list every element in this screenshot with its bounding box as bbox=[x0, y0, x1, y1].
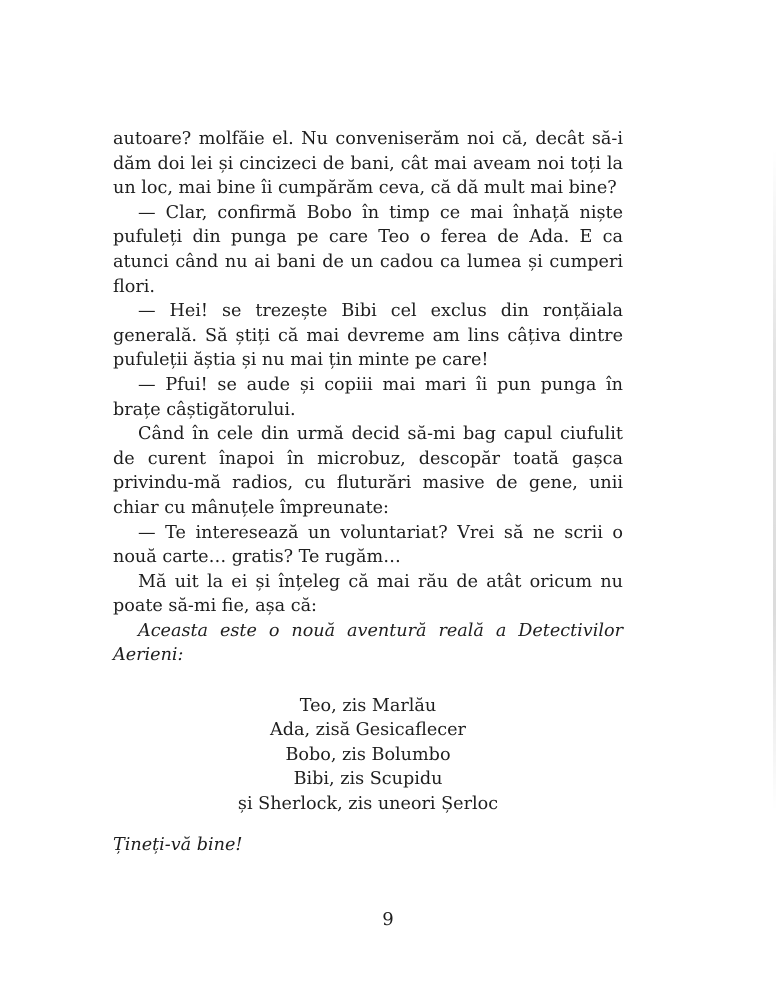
paragraph-6: — Te interesează un voluntariat? Vrei să ne scrii o nouă carte… gratis? Te rugăm… bbox=[113, 522, 623, 568]
character-name: și Sherlock, zis uneori Șerloc bbox=[237, 793, 499, 814]
paragraph-7: Mă uit la ei și înțeleg că mai rău de atât oricum nu poate să-mi fie, așa că: bbox=[113, 571, 623, 617]
closing-line: Țineți-vă bine! bbox=[113, 835, 243, 855]
character-name: Bibi, zis Scupidu bbox=[293, 769, 443, 790]
body-text bbox=[113, 127, 623, 668]
paragraph-8: Aceasta este o nouă aventură reală a Detectivilor Aerieni: bbox=[113, 620, 623, 666]
page-number: 9 bbox=[382, 909, 394, 930]
paragraph-2: — Clar, confirmă Bobo în timp ce mai înhață niște pufuleți din punga pe care Teo o ferea de Ada. E ca atunci când nu ai bani de un cadou ca lumea și cumperi flori. bbox=[113, 202, 623, 297]
character-name: Teo, zis Marlău bbox=[299, 696, 437, 716]
character-list bbox=[113, 694, 623, 816]
character-name: Bobo, zis Bolumbo bbox=[285, 744, 451, 765]
paragraph-4: — Pfui! se aude și copiii mai mari îi pun punga în brațe câștigătorului. bbox=[113, 374, 623, 420]
paragraph-1: autoare? molfăie el. Nu conveniserăm noi că, decât să-i dăm doi lei și cincizeci de bani, cât mai aveam noi toți la un loc, mai bine îi cumpărăm ceva, că dă mult mai bine? bbox=[113, 129, 623, 199]
paragraph-3: — Hei! se trezește Bibi cel exclus din ronțăiala generală. Să știți că mai devreme am lins câțiva dintre pufuleții ăștia și nu mai țin minte pe care! bbox=[113, 301, 623, 371]
character-name: Ada, zisă Gesicaflecer bbox=[270, 720, 466, 741]
paragraph-5: Când în cele din urmă decid să-mi bag capul ciufulit de curent înapoi în microbuz, descopăr toată gașca privindu-mă radios, cu fluturări masive de gene, unii chiar cu mânuțele împreunate: bbox=[113, 424, 623, 518]
